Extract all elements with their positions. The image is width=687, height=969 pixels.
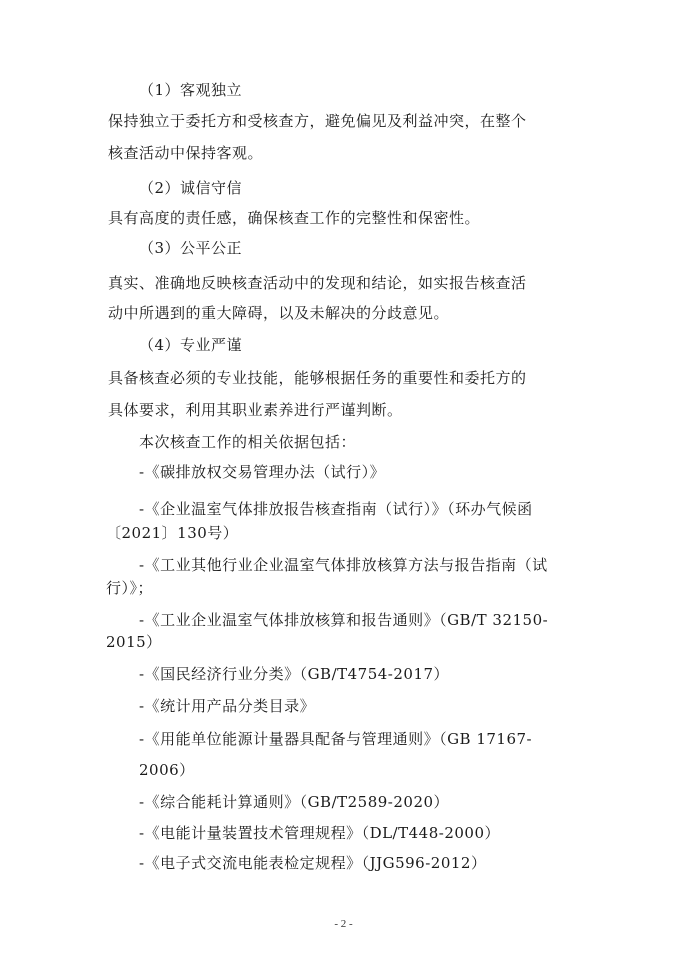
reference-item: -《统计用产品分类目录》 [139, 697, 316, 715]
reference-item: -《国民经济行业分类》（GB/T4754-2017） [139, 665, 450, 683]
paragraph-line: 具备核查必须的专业技能，能够根据任务的重要性和委托方的 [108, 369, 527, 387]
reference-item: -《电能计量装置技术管理规程》（DL/T448-2000） [139, 824, 500, 842]
reference-item-continuation: 行）》； [106, 579, 154, 597]
heading-objective-independence: （1）客观独立 [139, 81, 243, 99]
heading-fairness: （3）公平公正 [139, 239, 243, 257]
reference-item-continuation: 2006） [139, 761, 195, 779]
reference-item: -《综合能耗计算通则》（GB/T2589-2020） [139, 793, 450, 811]
page-number: - 2 - [334, 918, 353, 930]
heading-professionalism: （4）专业严谨 [139, 336, 243, 354]
paragraph-line: 具有高度的责任感，确保核查工作的完整性和保密性。 [108, 209, 481, 227]
reference-item: -《用能单位能源计量器具配备与管理通则》（GB 17167- [139, 730, 533, 748]
reference-item: -《工业企业温室气体排放核算和报告通则》（GB/T 32150- [139, 611, 549, 629]
paragraph-line: 具体要求，利用其职业素养进行严谨判断。 [108, 401, 403, 419]
reference-item-continuation: 2015） [106, 633, 162, 651]
reference-item: -《企业温室气体排放报告核查指南（试行）》（环办气候函 [139, 500, 533, 518]
paragraph-line: 真实、准确地反映核查活动中的发现和结论，如实报告核查活 [108, 274, 527, 292]
heading-integrity: （2）诚信守信 [139, 179, 243, 197]
paragraph-line: 保持独立于委托方和受核查方，避免偏见及利益冲突，在整个 [108, 112, 527, 130]
paragraph-line: 动中所遇到的重大障碍，以及未解决的分歧意见。 [108, 304, 450, 322]
paragraph-line: 核查活动中保持客观。 [108, 144, 264, 162]
reference-item: -《电子式交流电能表检定规程》（JJG596-2012） [139, 854, 487, 872]
reference-item-continuation: 〔2021〕130号） [106, 524, 239, 542]
basis-intro: 本次核查工作的相关依据包括： [139, 433, 357, 451]
reference-item: -《工业其他行业企业温室气体排放核算方法与报告指南（试 [139, 556, 548, 574]
reference-item: -《碳排放权交易管理办法（试行）》 [139, 463, 386, 481]
